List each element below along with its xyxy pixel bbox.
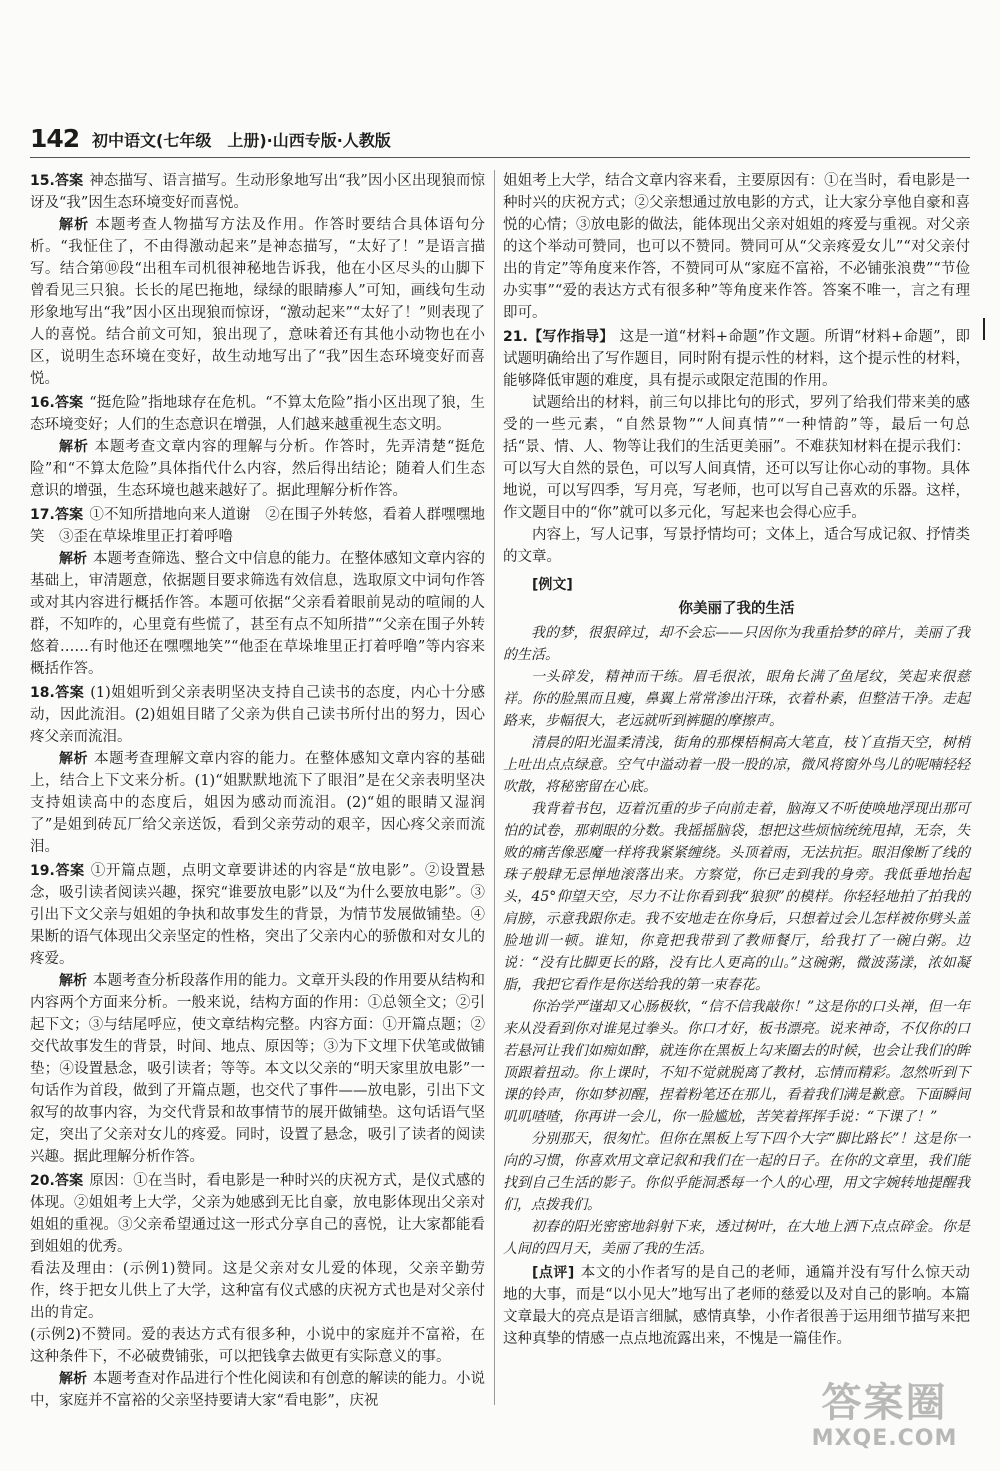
comment xyxy=(503,1262,970,1350)
page-title: 初中语文(七年级 上册)·山西专版·人教版 xyxy=(92,131,391,150)
question-number: 18. xyxy=(30,685,55,701)
page-number: 142 xyxy=(30,124,80,153)
example-essay xyxy=(503,574,970,1260)
guide-paragraph: 试题给出的材料，前三句以排比句的形式，罗列了给我们带来美的感受的一些元素，“自然景物”“人间真情”“一种情韵”等，最后一句总括“景、情、人、物等让我们的生活更美丽”。不难获知材料在提示我们：可以写大自然的景色，可以写人间真情，还可以写让你心动的事物。具体地说，可以写四季，写月亮，写老师，也可以写自己喜欢的乐器。这样，作文题目中的“你”就可以多元化，写起来也会得心应手。 xyxy=(503,395,970,521)
question-20 xyxy=(30,1170,485,1412)
answer-label: 答案 xyxy=(54,1173,84,1189)
analysis-continuation: 姐姐考上大学，结合文章内容来看，主要原因有：①在当时，看电影是一种时兴的庆祝方式；②父亲想通过放电影的方式，让大家分享他自豪和喜悦的心情；③放电影的做法，能体现出父亲对姐姐的疼爱与重视。对父亲的这个举动可赞同，也可以不赞同。赞同可从“父亲疼爱女儿”“对父亲付出的肯定”等角度来作答，不赞同可从“家庭不富裕，不必铺张浪费”“节俭办实事”“爱的表达方式有很多种”等角度来作答。答案不唯一，言之有理即可。 xyxy=(503,173,970,321)
question-16 xyxy=(30,392,485,502)
question-number: 20. xyxy=(30,1173,55,1189)
analysis-text: 本题考查理解文章内容的能力。在整体感知文章内容的基础上，结合上下文来分析。(1)“姐默默地流下了眼泪”是在父亲表明坚决支持姐读高中的态度后，姐因为感动而流泪。(2)“姐的眼睛又湿润了”是姐到砖瓦厂给父亲送饭，看到父亲劳动的艰辛，因心疼父亲而流泪。 xyxy=(30,751,486,855)
column-divider xyxy=(494,170,495,1405)
watermark-logo xyxy=(797,1381,972,1459)
answer-text: 原因：①在当时，看电影是一种时兴的庆祝方式，是仪式感的体现。②姐姐考上大学，父亲为她感到无比自豪，放电影体现出父亲对姐姐的重视。③父亲希望通过这一形式分享自己的喜悦，让大家都能看到姐姐的优秀。 xyxy=(30,1173,486,1255)
guide-paragraph: 这是一道“材料+命题”作文题。所谓“材料+命题”，即试题明确给出了写作题目，同时附有提示性的材料，这个提示性的材料，能够降低审题的难度，具有提示或限定范围的作用。 xyxy=(503,329,971,389)
view-line: (示例2)不赞同。爱的表达方式有很多种，小说中的家庭并不富裕，在这种条件下，不必破费铺张，可以把钱拿去做更有实际意义的事。 xyxy=(30,1327,485,1365)
answer-label: 答案 xyxy=(54,685,85,701)
question-number: 16. xyxy=(30,395,55,411)
analysis-text: 本题考查对作品进行个性化阅读和有创意的解读的能力。小说中，家庭并不富裕的父亲坚持要请大家“看电影”，庆祝 xyxy=(30,1371,486,1409)
question-number: 17. xyxy=(30,507,55,523)
header-rule xyxy=(30,157,970,158)
answer-label: 答案 xyxy=(54,173,84,189)
analysis-label: 解析 xyxy=(59,1371,88,1387)
answer-text: 神态描写、语言描写。生动形象地写出“我”因小区出现狼而惊讶及“我”因生态环境变好而喜悦。 xyxy=(30,173,485,211)
question-15 xyxy=(30,170,485,390)
margin-mark xyxy=(983,318,985,340)
question-20-continuation xyxy=(503,170,970,324)
question-17 xyxy=(30,504,485,680)
analysis-text: 本题考查筛选、整合文中信息的能力。在整体感知文章内容的基础上，审清题意，依据题目要求筛选有效信息，选取原文中词句作答或对其内容进行概括作答。本题可依据“父亲看着眼前晃动的喧闹的人群，不知咋的，心里竟有些慌了，甚至有点不知所措”“父亲在围子外转悠着……有时他还在嘿嘿地笑”“他歪在草垛堆里正打着呼噜”等内容来概括作答。 xyxy=(30,551,486,677)
comment-text: 本文的小作者写的是自己的老师，通篇并没有写什么惊天动地的大事，而是“以小见大”地写出了老师的慈爱以及对自己的影响。本篇文章最大的亮点是语言细腻，感情真挚，小作者很善于运用细节描写来把这种真挚的情感一点点地流露出来，不愧是一篇佳作。 xyxy=(503,1265,971,1347)
essay-paragraph: 我背着书包，迈着沉重的步子向前走着，脑海又不听使唤地浮现出那可怕的试卷，那刺眼的分数。我摇摇脑袋，想把这些烦恼统统甩掉，无奈，失败的痛苦像恶魔一样将我紧紧缠绕。头顶着雨，无法抗拒。眼泪像断了线的珠子般肆无忌惮地滚落出来。方察觉，你已走到我的身旁。我低垂地抬起头，45°仰望天空，尽力不让你看到我“狼狈”的模样。你轻轻地拍了拍我的肩膀，示意我跟你走。我不安地走在你身后，只想着过会儿怎样被你劈头盖脸地训一顿。谁知，你竟把我带到了教师餐厅，给我打了一碗白粥。边说：“没有比脚更长的路，没有比人更高的山。”这碗粥，微波荡漾，浓如凝脂，我把它看作是你送给我的第一束春花。 xyxy=(503,801,970,993)
answer-text: ①开篇点题，点明文章要讲述的内容是“放电影”。②设置悬念，吸引读者阅读兴趣，探究“谁要放电影”以及“为什么要放电影”。③引出下文父亲与姐姐的争执和故事发生的背景，为情节发展做铺垫。④果断的语气体现出父亲坚定的性格，突出了父亲内心的骄傲和对女儿的疼爱。 xyxy=(30,863,485,967)
question-18 xyxy=(30,682,485,858)
page-header xyxy=(30,122,970,160)
question-number: 21. xyxy=(503,329,528,345)
answer-label: 答案 xyxy=(54,863,85,879)
writing-guide-label: 【写作指导】 xyxy=(527,329,614,345)
essay-paragraph: 初春的阳光密密地斜射下来，透过树叶，在大地上洒下点点碎金。你是人间的四月天，美丽了我的生活。 xyxy=(503,1219,970,1257)
essay-paragraph: 清晨的阳光温柔清浅，街角的那棵梧桐高大笔直，枝丫直指天空，树梢上吐出点点绿意。空气中溢动着一股一股的凉，微风将窗外鸟儿的呢喃轻轻吹散，将秘密留在心底。 xyxy=(503,735,970,795)
analysis-label: 解析 xyxy=(59,551,88,567)
analysis-label: 解析 xyxy=(59,217,90,233)
analysis-label: 解析 xyxy=(59,973,88,989)
answer-text: “挺危险”指地球存在危机。“不算太危险”指小区出现了狼，生态环境变好；人们的生态意识在增强，人们越来越重视生态文明。 xyxy=(30,395,485,433)
question-21 xyxy=(503,326,970,568)
watermark-brand-bottom: MXQE.COM xyxy=(811,1426,958,1451)
analysis-label: 解析 xyxy=(59,751,89,767)
answer-text: ①不知所措地向来人道谢 ②在围子外转悠，看着人群嘿嘿地笑 ③歪在草垛堆里正打着呼噜 xyxy=(30,507,486,545)
essay-paragraph: 一头碎发，精神而干练。眉毛很浓，眼角长满了鱼尾纹，笑起来很慈祥。你的脸黑而且瘦，鼻翼上常常渗出汗珠，衣着朴素，但整洁干净。走起路来，步幅很大，老远就听到裤腿的摩擦声。 xyxy=(503,669,970,729)
answer-text: (1)姐姐听到父亲表明坚决支持自己读书的态度，内心十分感动，因此流泪。(2)姐姐目睹了父亲为供自己读书所付出的努力，因心疼父亲而流泪。 xyxy=(30,685,486,745)
analysis-label: 解析 xyxy=(59,439,89,455)
analysis-text: 本题考查文章内容的理解与分析。作答时，先弄清楚“挺危险”和“不算太危险”具体指代什么内容，然后得出结论；随着人们生态意识的增强，生态环境也越来越好了。据此理解分析作答。 xyxy=(30,439,485,499)
essay-title: 你美丽了我的生活 xyxy=(678,601,795,617)
guide-paragraph: 内容上，写人记事，写景抒情均可；文体上，适合写成记叙、抒情类的文章。 xyxy=(503,527,970,565)
watermark-brand-top: 答案圈 xyxy=(821,1380,948,1426)
view-line: 看法及理由：(示例1)赞同。这是父亲对女儿爱的体现，父亲辛勤劳作，终于把女儿供上了大学，这种富有仪式感的庆祝方式也是对父亲付出的肯定。 xyxy=(30,1261,485,1321)
answer-label: 答案 xyxy=(54,395,84,411)
question-number: 15. xyxy=(30,173,55,189)
right-column xyxy=(503,170,970,1352)
example-label: [例文] xyxy=(532,577,573,593)
answer-label: 答案 xyxy=(54,507,84,523)
essay-paragraph: 你治学严谨却又心肠极软，“信不信我敲你！”这是你的口头禅，但一年来从没看到你对谁晃过拳头。你口才好，板书漂亮。说来神奇，不仅你的口若悬河让我们如痴如醉，就连你在黑板上勾来圈去的时候，也会让我们的眸顶跟着扭动。你上课时，不知不觉就脱离了教材，忘情而精彩。忽然听到下课的铃声，你如梦初醒，捏着粉笔还在那儿，看着我们满是歉意。下面瞬间叽叽喳喳，你再讲一会儿，你一脸尴尬，苦笑着挥挥手说：“下课了！” xyxy=(503,999,970,1125)
question-number: 19. xyxy=(30,863,55,879)
left-column xyxy=(30,170,485,1414)
analysis-text: 本题考查人物描写方法及作用。作答时要结合具体语句分析。“我怔住了，不由得激动起来”是神态描写，“太好了！”是语言描写。结合第⑩段“出租车司机很神秘地告诉我，他在小区尽头的山脚下曾看见三只狼。长长的尾巴拖地，绿绿的眼睛瘆人”可知，画线句生动形象地写出“我”因小区出现狼而惊讶，“激动起来”“太好了！”则表现了人的喜悦。结合前文可知，狼出现了，意味着还有其他小动物也在小区，说明生态环境在变好，故生动地写出了“我”因生态环境变好而喜悦。 xyxy=(30,217,486,387)
comment-label: [点评] xyxy=(532,1265,575,1281)
essay-paragraph: 我的梦，很狠碎过，却不会忘——只因你为我重拾梦的碎片，美丽了我的生活。 xyxy=(503,625,970,663)
analysis-text: 本题考查分析段落作用的能力。文章开头段的作用要从结构和内容两个方面来分析。一般来说，结构方面的作用：①总领全文；②引起下文；③与结尾呼应，使文章结构完整。内容方面：①开篇点题；②交代故事发生的背景，时间、地点、原因等；③为下文埋下伏笔或做铺垫；④设置悬念，吸引读者；等等。本文以父亲的“明天家里放电影”一句话作为首段，做到了开篇点题，也交代了事件——放电影，引出下文叙写的故事内容，为交代背景和故事情节的展开做铺垫。这句话语气坚定，突出了父亲对女儿的疼爱。同时，设置了悬念，吸引了读者的阅读兴趣。据此理解分析作答。 xyxy=(30,973,486,1165)
essay-paragraph: 分别那天，很匆忙。但你在黑板上写下四个大字“脚比路长”！这是你一向的习惯，你喜欢用文章记叙和我们在一起的日子。在你的文章里，我们能找到自己生活的影子。你似乎能洞悉每一个人的心理，用文字婉转地提醒我们，点拨我们。 xyxy=(503,1131,970,1213)
question-19 xyxy=(30,860,485,1168)
